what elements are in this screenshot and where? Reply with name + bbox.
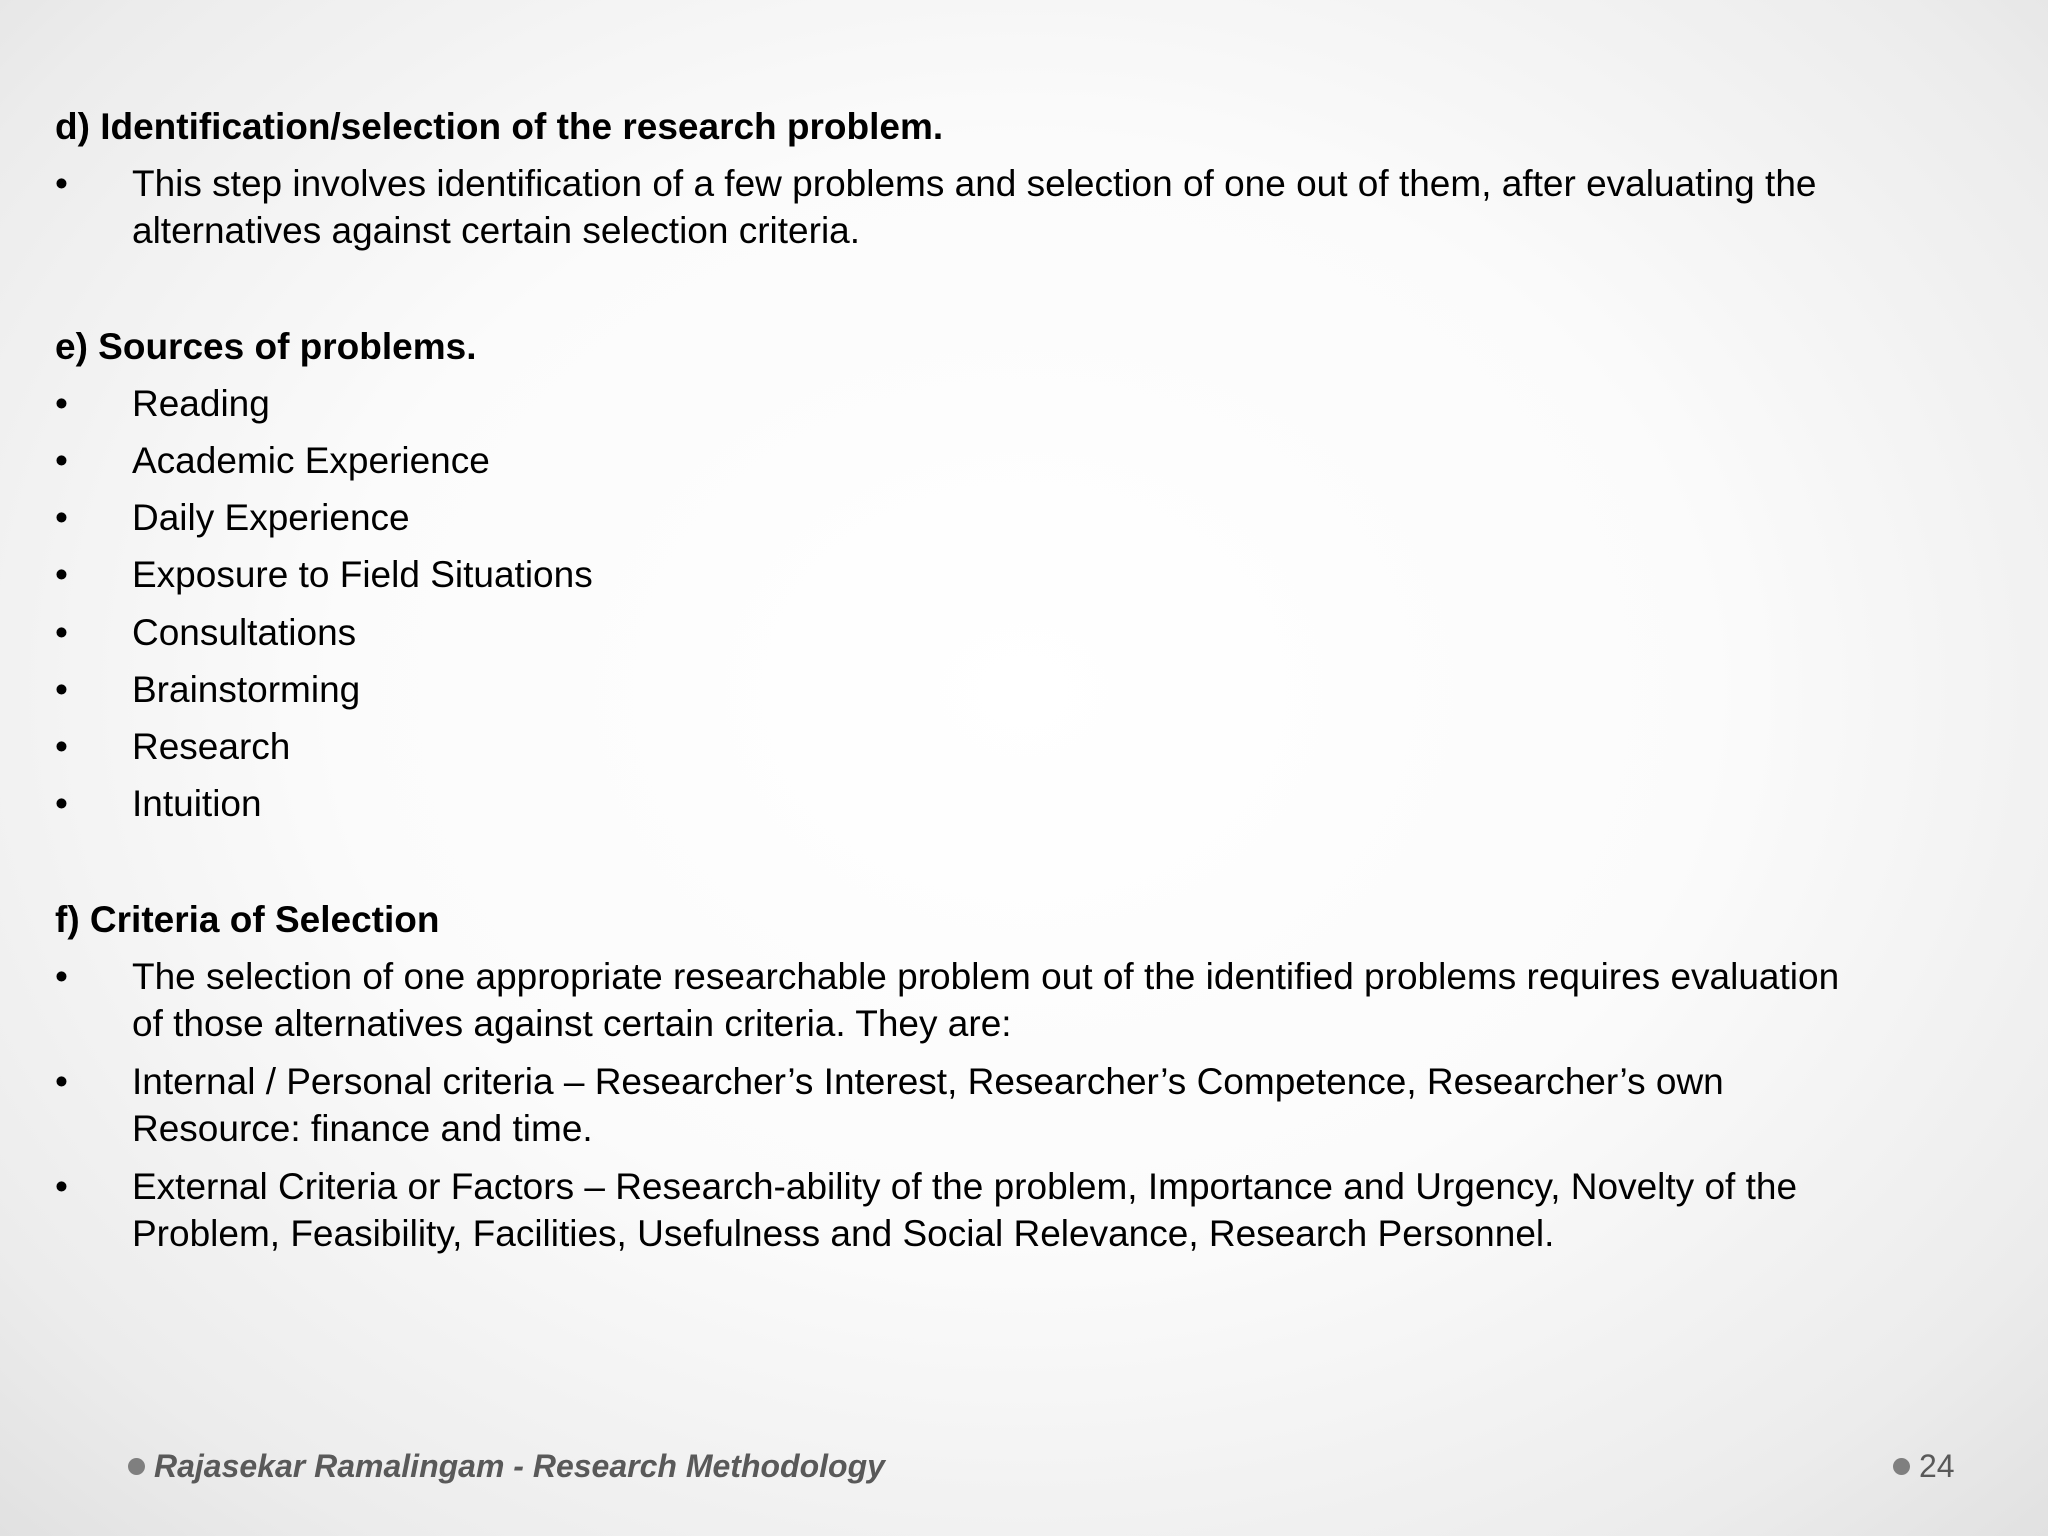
bullet-text-line1: Internal / Personal criteria – Researcher’s Interest, Researcher’s Competence, Researcher’s own — [132, 1061, 1724, 1102]
bullet-text-line1: This step involves identification of a few problems and selection of one out of them, after evaluating the — [132, 163, 1817, 204]
list-item-text: Exposure to Field Situations — [132, 554, 593, 595]
list-item-text: Research — [132, 726, 291, 767]
bullet-icon: • — [55, 497, 68, 538]
section-f-bullet — [55, 953, 1985, 1047]
list-item-text: Brainstorming — [132, 669, 361, 710]
section-f-heading: f) Criteria of Selection — [55, 899, 440, 940]
bullet-icon: • — [55, 1166, 68, 1207]
bullet-icon: • — [55, 163, 68, 204]
page-number: 24 — [1919, 1447, 1955, 1484]
section-f-bullet — [55, 1058, 1985, 1152]
bullet-icon: • — [55, 783, 68, 824]
list-item-text: Reading — [132, 383, 270, 424]
bullet-icon: • — [55, 726, 68, 767]
section-d-heading: d) Identification/selection of the research problem. — [55, 106, 944, 147]
list-item — [55, 494, 1985, 541]
list-item — [55, 666, 1985, 713]
page-dot-icon — [1893, 1458, 1910, 1475]
list-item — [55, 551, 1985, 598]
bullet-icon: • — [55, 440, 68, 481]
bullet-text-line1: The selection of one appropriate researchable problem out of the identified problems requires evaluation — [132, 956, 1840, 997]
list-item — [55, 780, 1985, 827]
list-item — [55, 723, 1985, 770]
section-e-heading: e) Sources of problems. — [55, 326, 477, 367]
bullet-text-line2: of those alternatives against certain criteria. They are: — [132, 1003, 1012, 1044]
list-item — [55, 609, 1985, 656]
list-item-text: Consultations — [132, 612, 357, 653]
bullet-icon: • — [55, 554, 68, 595]
list-item-text: Academic Experience — [132, 440, 490, 481]
bullet-icon: • — [55, 669, 68, 710]
footer-page — [1893, 1446, 1955, 1486]
footer-author — [128, 1446, 885, 1486]
section-f-bullet — [55, 1163, 1985, 1257]
bullet-icon: • — [55, 612, 68, 653]
footer-dot-icon — [128, 1458, 145, 1475]
bullet-text-line2: alternatives against certain selection criteria. — [132, 210, 861, 251]
bullet-text-line1: External Criteria or Factors – Research-ability of the problem, Importance and Urgency, Novelty of the — [132, 1166, 1798, 1207]
bullet-icon: • — [55, 1061, 68, 1102]
list-item — [55, 437, 1985, 484]
bullet-text-line2: Problem, Feasibility, Facilities, Usefulness and Social Relevance, Research Personnel. — [132, 1213, 1555, 1254]
section-d-bullet — [55, 160, 1985, 254]
bullet-icon: • — [55, 956, 68, 997]
bullet-icon: • — [55, 383, 68, 424]
list-item-text: Intuition — [132, 783, 262, 824]
bullet-text-line2: Resource: finance and time. — [132, 1108, 593, 1149]
list-item — [55, 380, 1985, 427]
footer-author-title: Rajasekar Ramalingam - Research Methodology — [154, 1447, 885, 1484]
list-item-text: Daily Experience — [132, 497, 410, 538]
